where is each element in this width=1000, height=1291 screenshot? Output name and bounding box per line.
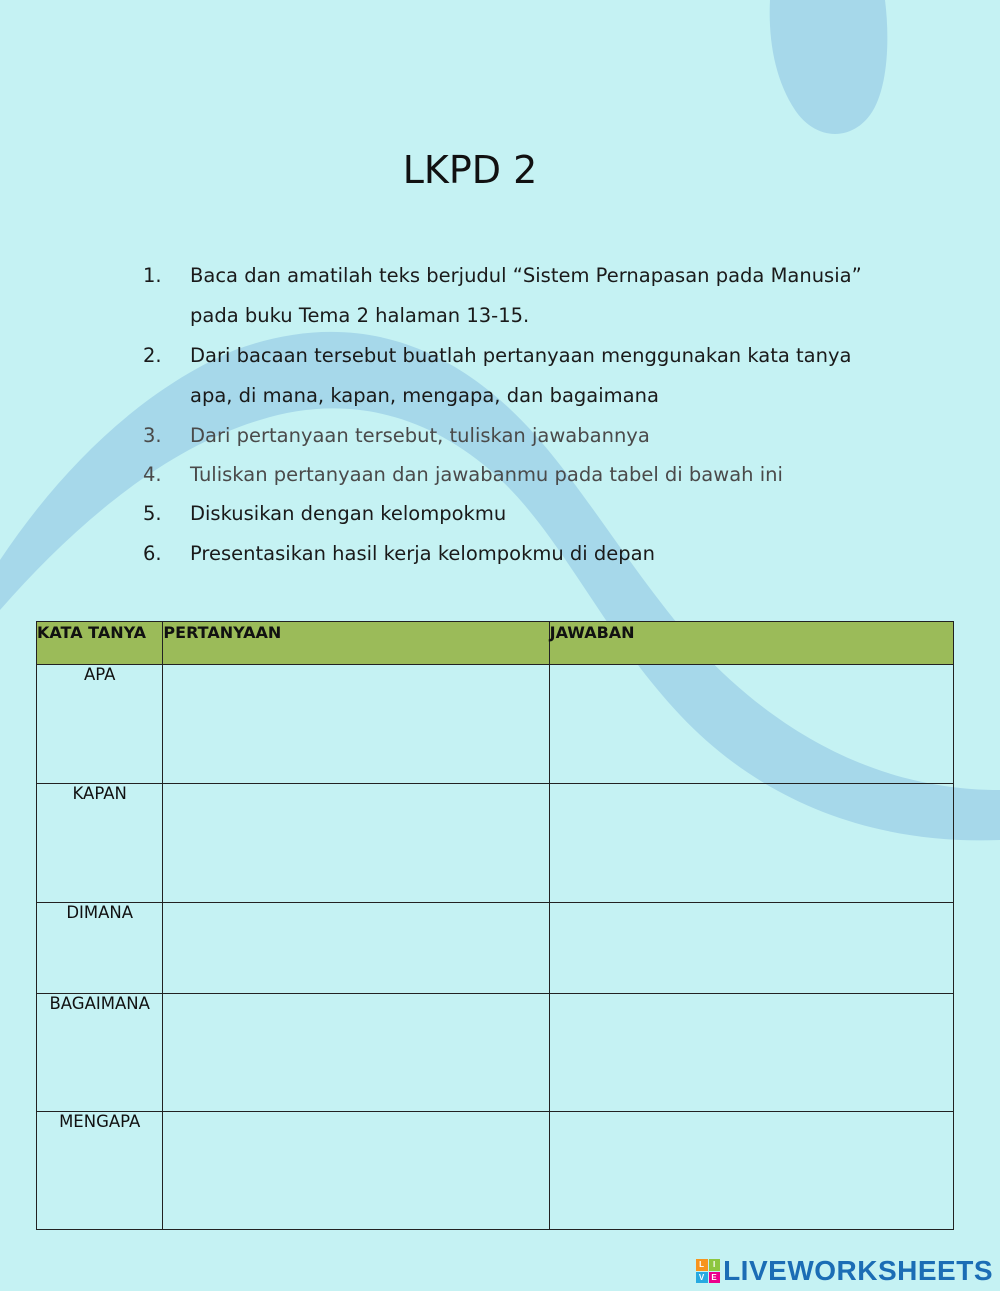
logo-text: LIVEWORKSHEETS xyxy=(723,1255,993,1286)
logo-mark-icon xyxy=(696,1259,720,1283)
instruction-line xyxy=(143,494,903,534)
instruction-number: 4. xyxy=(143,463,162,486)
instruction-text: Baca dan amatilah teks berjudul “Sistem Pernapasan pada Manusia” xyxy=(190,264,862,287)
logo-mark-letter: L xyxy=(696,1259,708,1271)
instruction-number: 1. xyxy=(143,264,162,287)
header-kata-tanya: KATA TANYA xyxy=(37,622,163,665)
liveworksheets-logo[interactable] xyxy=(696,1255,993,1287)
header-pertanyaan: PERTANYAAN xyxy=(163,622,549,665)
table-row xyxy=(37,994,954,1112)
instruction-line xyxy=(143,256,903,296)
kata-tanya-cell: BAGAIMANA xyxy=(37,994,163,1112)
table-row xyxy=(37,903,954,994)
instruction-line xyxy=(143,534,903,574)
header-jawaban: JAWABAN xyxy=(549,622,953,665)
instruction-text: apa, di mana, kapan, mengapa, dan bagaimana xyxy=(190,384,659,407)
instruction-number: 2. xyxy=(143,344,162,367)
pertanyaan-input-cell[interactable] xyxy=(163,903,549,994)
instruction-number: 5. xyxy=(143,502,162,525)
instruction-text: Diskusikan dengan kelompokmu xyxy=(190,502,507,525)
table-row xyxy=(37,665,954,784)
pertanyaan-input-cell[interactable] xyxy=(163,994,549,1112)
instruction-number: 3. xyxy=(143,424,162,447)
instruction-text: Dari pertanyaan tersebut, tuliskan jawabannya xyxy=(190,424,650,447)
kata-tanya-cell: KAPAN xyxy=(37,784,163,903)
jawaban-input-cell[interactable] xyxy=(549,665,953,784)
jawaban-input-cell[interactable] xyxy=(549,1112,953,1230)
instruction-number xyxy=(143,376,190,416)
instruction-number xyxy=(143,296,190,336)
instruction-text: Presentasikan hasil kerja kelompokmu di depan xyxy=(190,542,655,565)
kata-tanya-cell: DIMANA xyxy=(37,903,163,994)
logo-mark-letter: V xyxy=(696,1272,708,1284)
logo-mark-letter: E xyxy=(709,1272,721,1284)
instruction-line xyxy=(143,296,903,336)
table-header-row xyxy=(37,622,954,665)
pertanyaan-input-cell[interactable] xyxy=(163,665,549,784)
instruction-text: Dari bacaan tersebut buatlah pertanyaan menggunakan kata tanya xyxy=(190,344,852,367)
top-right-blob xyxy=(770,0,888,134)
instruction-text: Tuliskan pertanyaan dan jawabanmu pada tabel di bawah ini xyxy=(190,463,783,486)
instruction-line xyxy=(143,455,903,494)
pertanyaan-input-cell[interactable] xyxy=(163,784,549,903)
instruction-list xyxy=(143,256,903,574)
jawaban-input-cell[interactable] xyxy=(549,784,953,903)
instruction-line xyxy=(143,336,903,376)
logo-mark-letter: I xyxy=(709,1259,721,1271)
instruction-line xyxy=(143,416,903,455)
instruction-text: pada buku Tema 2 halaman 13-15. xyxy=(190,304,530,327)
instruction-line xyxy=(143,376,903,416)
kata-tanya-cell: APA xyxy=(37,665,163,784)
jawaban-input-cell[interactable] xyxy=(549,994,953,1112)
pertanyaan-input-cell[interactable] xyxy=(163,1112,549,1230)
table-row xyxy=(37,1112,954,1230)
table-row xyxy=(37,784,954,903)
kata-tanya-cell: MENGAPA xyxy=(37,1112,163,1230)
jawaban-input-cell[interactable] xyxy=(549,903,953,994)
instruction-number: 6. xyxy=(143,542,162,565)
page-title: LKPD 2 xyxy=(402,148,538,192)
question-answer-table xyxy=(36,621,954,1230)
